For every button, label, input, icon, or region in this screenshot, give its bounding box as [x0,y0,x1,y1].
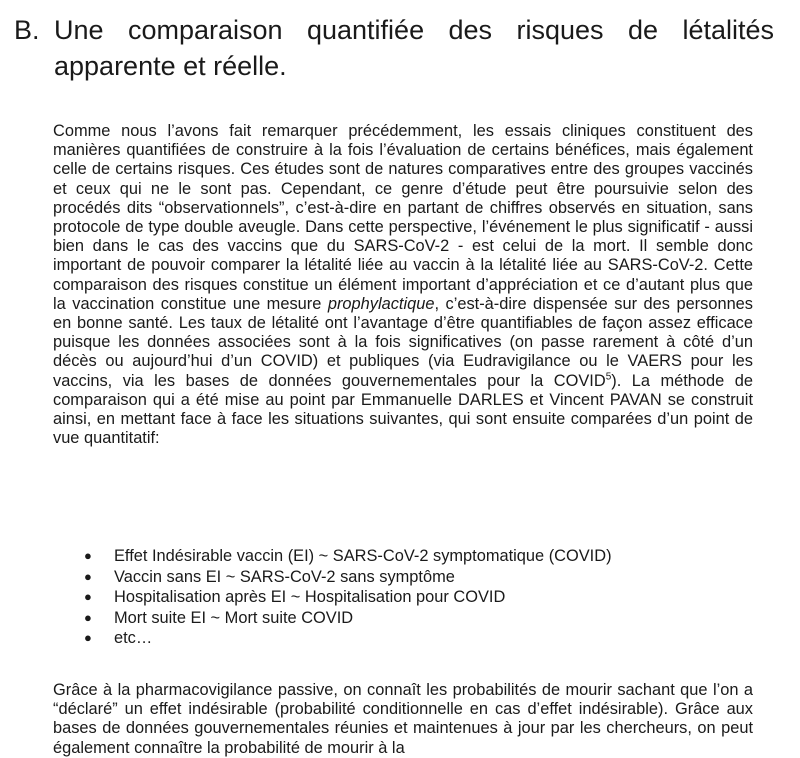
list-item [84,587,612,608]
list-item [84,567,612,588]
body-paragraph-2: Grâce à la pharmacovigilance passive, on connaît les probabilités de mourir sachant que l’on a “déclaré” un effet indésirable (probabilité conditionnelle en cas d’effet indésirable). Grâce aux bases de données gouvernementales réunies et maintenues à jour par les chercheurs, on peut également connaître la probabilité de mourir à la [53,681,753,757]
comparison-list [84,546,612,649]
paragraph-text: Comme nous l’avons fait remarquer précédemment, les essais cliniques constituent des manières quantifiées de construire à la fois l’évaluation de certains bénéfices, mais également celle de certains risques. Ces études sont de natures comparatives entre des groupes vaccinés et ceux qui ne le sont pas. Cependant, ce genre d’étude peut être poursuivie selon des procédés dits “observationnels”, c’est-à-dire en partant de chiffres observés en situation, sans protocole de type double aveugle. Dans cette perspective, l’événement le plus significatif - aussi bien dans le cas des vaccins que du SARS-CoV-2 - est celui de la mort. Il semble donc important de pouvoir comparer la létalité liée au vaccin à la létalité liée au SARS-CoV-2. Cette comparaison des risques constitue un élément important d’appréciation et ce d’autant plus que la vaccination constitue une mesure [53,122,753,313]
bullet-icon: ● [84,609,92,625]
list-item [84,628,612,649]
section-number: B. [14,15,40,45]
section-title: Une comparaison quantifiée des risques de létalités apparente et réelle. [54,15,774,81]
body-paragraph-1 [53,122,753,448]
section-heading [14,12,774,84]
bullet-icon: ● [84,589,92,604]
bullet-icon: ● [84,568,92,584]
list-item-text: Vaccin sans EI ~ SARS-CoV-2 sans symptôme [114,567,455,586]
list-item-text: etc… [114,629,153,647]
list-item-text: Effet Indésirable vaccin (EI) ~ SARS-CoV-2 symptomatique (COVID) [114,547,612,565]
list-item [84,546,612,567]
list-item-text: Mort suite EI ~ Mort suite COVID [114,608,354,627]
bullet-icon: ● [84,630,92,645]
emphasis-text: prophylactique [327,294,435,313]
paragraph-text: ). La méthode de comparaison qui a été mise au point par Emmanuelle DARLES et Vincent PAVAN se construit ainsi, en mettant face à face les situations suivantes, qui sont ensuite comparées d’un point de vue quantitatif: [53,371,753,448]
footnote-marker[interactable]: 5 [605,371,612,383]
paragraph-text: , c’est-à-dire dispensée sur des personnes en bonne santé. Les taux de létalité ont l’avantage d’être quantifiables de façon assez efficace puisque les données associées sont à la fois significatives (on passe rarement à côté d’un décès ou aujourd’hui d’un COVID) et publiques (via Eudravigilance ou le VAERS pour les vaccins, via les bases de données gouvernementales pour la COVID [53,294,753,390]
bullet-icon: ● [84,548,92,563]
list-item-text: Hospitalisation après EI ~ Hospitalisation pour COVID [114,588,506,606]
list-item [84,608,612,629]
